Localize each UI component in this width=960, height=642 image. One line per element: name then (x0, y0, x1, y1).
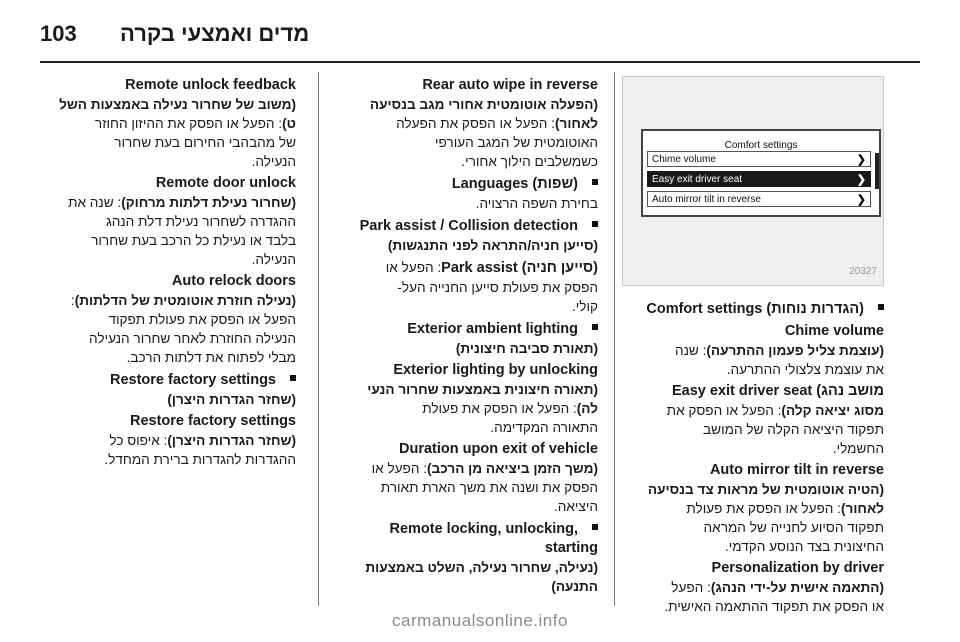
bullet-icon (592, 524, 598, 530)
easy-exit-heading: Easy exit driver seat (מושב נהג (671, 383, 884, 399)
chime-volume-hebrew: (עוצמת צליל פעמון ההתרעה) (706, 343, 884, 358)
page-title: מדים ואמצעי בקרה (120, 21, 310, 46)
bullet-park-assist: Park assist / Collision detection (330, 216, 598, 236)
menu-item-easy-exit[interactable] (647, 171, 871, 187)
right-column: Comfort settings Chime volume ❯ Easy exit driver seat ❯ Auto mirror tilt in reverse ❯ 20327 Comfort settings (הגדרות נוחות) Chime volume (עוצמת צליל פעמון ההתרעה): שנה את עוצמת צלצולי ההתרעה. Easy exit driver seat (מושב נהג מסוג יציאה קלה): הפעל או הפסק את תפקוד היציאה הקלה של המושב החשמלי. Auto mirror tilt in reverse (הטיה אוטומטית של מראות צד בנסיעה לאחור): הפעל או הפסק את פעולת תפקוד הסיוע לחנייה של המראה החיצונית בצד הנוסע הקדמי. Personalization by driver (התאמה אישית על-ידי הנהג): הפעל או הפסק את תפקוד ההתאמה האישית. (622, 76, 884, 616)
scrollbar[interactable] (875, 153, 879, 189)
door-unlock-heading: Remote door unlock (155, 175, 296, 191)
auto-relock-heading: Auto relock doors (171, 273, 296, 289)
bullet-icon (592, 324, 598, 330)
bullet-remote-locking: Remote locking, unlocking, (330, 519, 598, 539)
bullet-ambient-lighting: Exterior ambient lighting (330, 319, 598, 339)
bullet-comfort-settings: Comfort settings (הגדרות נוחות) (622, 299, 884, 319)
personalization-hebrew: (התאמה אישית על-ידי הנהג) (710, 580, 884, 595)
park-assist-heading: Park assist (סייען חניה) (441, 260, 598, 276)
chevron-right-icon: ❯ (856, 194, 866, 206)
watermark: carmanualsonline.info (392, 611, 568, 630)
bullet-icon (290, 375, 296, 381)
bullet-icon (878, 304, 884, 310)
header-rule (40, 61, 920, 63)
figure-code: 20327 (849, 266, 877, 277)
mirror-tilt-heading: Auto mirror tilt in reverse (709, 462, 884, 478)
bullet-restore-factory: Restore factory settings (38, 370, 296, 390)
bullet-icon (592, 221, 598, 227)
page-header (40, 12, 920, 62)
chevron-right-icon: ❯ (856, 174, 866, 186)
bullet-languages: Languages (שפות) (330, 174, 598, 194)
rear-wipe-heading: Rear auto wipe in reverse (422, 77, 598, 93)
comfort-settings-figure (622, 76, 884, 286)
middle-column: Rear auto wipe in reverse (הפעלה אוטומטית אחורי מגב בנסיעה לאחור): הפעל או הפסק את הפעלה האוטומטית של המגב העורפי כשמשלבים הילוך אחורי. Languages (שפות) בחירת השפה הרצויה. Park assist / Collision detection (סייען חניה/התראה לפני התנגשות) Park assist (סייען חניה): הפעל או הפסק את פעולת סייען החנייה העל- קולי. Exterior ambient lighting (תאורת סביבה חיצונית) Exterior lighting by unlocking (תאורה חיצונית באמצעות שחרור הנעי לה): הפעל או הפסק את פעולת התאורה המקדימה. Duration upon exit of vehicle (משך הזמן ביציאה מן הרכב): הפעל או הפסק את ושנה את משך הארת תאורת היציאה. Remote locking, unlocking, starting (נעילה, שחרור נעילה, השלט באמצעות התנעה) (330, 76, 598, 596)
menu-item-label: Easy exit driver seat (652, 174, 743, 185)
easy-exit-hebrew: מסוג יציאה קלה) (781, 403, 884, 418)
menu-item-chime-volume[interactable] (647, 151, 871, 167)
mirror-tilt-hebrew: (הטיה אוטומטית של מראות צד בנסיעה (647, 482, 884, 497)
bullet-icon (592, 179, 598, 185)
page-number: 103 (40, 21, 77, 46)
menu-item-label: Auto mirror tilt in reverse (652, 194, 761, 205)
display-screen (641, 129, 881, 217)
chevron-right-icon: ❯ (856, 154, 866, 166)
column-divider (614, 72, 615, 606)
personalization-heading: Personalization by driver (711, 560, 884, 576)
chime-volume-heading: Chime volume (784, 323, 884, 339)
screen-title: Comfort settings (724, 140, 798, 151)
unlock-lighting-heading: Exterior lighting by unlocking (393, 362, 598, 378)
exit-duration-heading: Duration upon exit of vehicle (399, 441, 598, 457)
unlock-feedback-heading: Remote unlock feedback (125, 77, 296, 93)
left-column: Remote unlock feedback (משוב של שחרור נעילה באמצעות השל ט): הפעל או הפסק את ההיזון החוזר של מהבהבי החירום בעת שחרור הנעילה. Remote door unlock (שחרור נעילת דלתות מרחוק): שנה את ההגדרה לשחרור נעילת דלת הנהג בלבד או נעילת כל הרכב בעת שחרור הנעילה. Auto relock doors (נעילה חוזרת אוטומטית של הדלתות): הפעל או הפסק את פעולת תפקוד הנעילה החוזרת לאחר שחרור הנעילה מבלי לפתוח את דלתות הרכב. Restore factory settings (שחזר הגדרות היצרן) Restore factory settings (שחזר הגדרות היצרן): איפוס כל ההגדרות להגדרות ברירת המחדל. (38, 76, 296, 469)
restore-factory-heading: Restore factory settings (130, 413, 296, 429)
menu-item-label: Chime volume (652, 154, 716, 165)
column-divider (318, 72, 319, 606)
chime-volume-desc: את עוצמת צלצולי ההתרעה. (726, 362, 884, 377)
menu-item-auto-mirror[interactable] (647, 191, 871, 207)
